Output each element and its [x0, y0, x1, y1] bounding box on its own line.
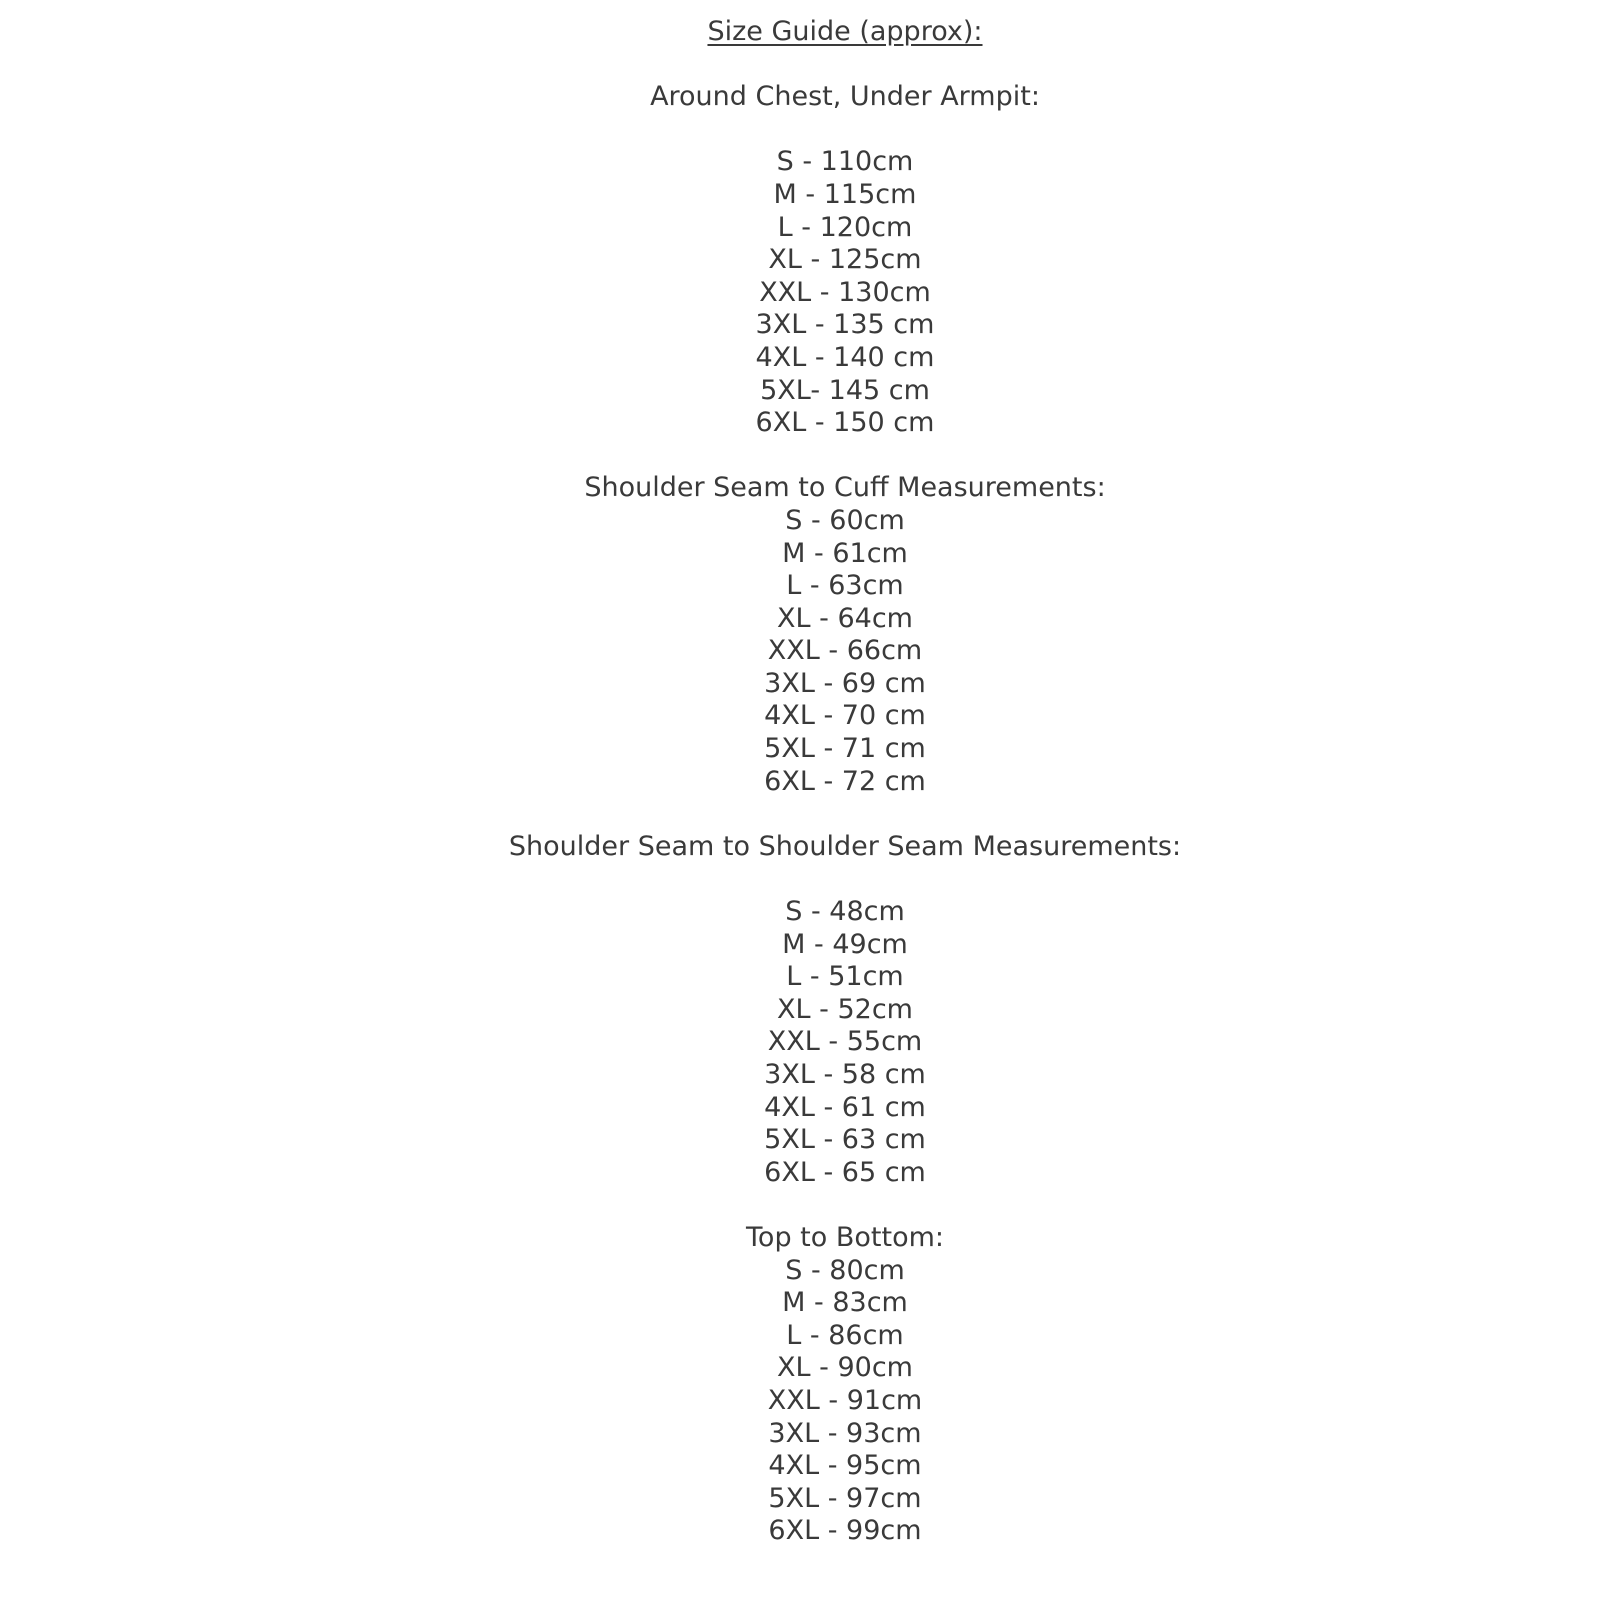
size-row: M - 83cm — [782, 1287, 908, 1319]
size-section — [90, 1222, 1600, 1548]
size-row: XL - 52cm — [777, 993, 913, 1025]
sections-container — [90, 81, 1600, 1548]
section-heading: Shoulder Seam to Shoulder Seam Measurements: — [508, 830, 1182, 862]
size-row: L - 63cm — [786, 570, 904, 602]
section-heading: Top to Bottom: — [746, 1221, 944, 1253]
size-row: XXL - 91cm — [767, 1384, 923, 1416]
size-row: M - 49cm — [782, 928, 908, 960]
size-section — [90, 831, 1600, 1190]
size-row: 3XL - 69 cm — [764, 667, 926, 699]
blank-line — [90, 863, 1600, 896]
size-row: S - 60cm — [785, 504, 905, 536]
size-row: XXL - 130cm — [759, 276, 931, 308]
size-row: XL - 64cm — [777, 602, 913, 634]
size-row: 3XL - 93cm — [768, 1417, 922, 1449]
size-row: 4XL - 70 cm — [764, 700, 926, 732]
size-row: 6XL - 65 cm — [764, 1156, 926, 1188]
size-row: 5XL - 71 cm — [764, 733, 926, 765]
size-row: XL - 125cm — [768, 244, 922, 276]
size-section — [90, 472, 1600, 798]
size-row: XXL - 55cm — [767, 1026, 923, 1058]
size-row: 4XL - 95cm — [768, 1450, 922, 1482]
size-guide-document — [90, 0, 1600, 1548]
size-row: 6XL - 99cm — [768, 1515, 922, 1547]
page-title: Size Guide (approx): — [707, 16, 983, 47]
size-row: XL - 90cm — [777, 1352, 913, 1384]
size-row: S - 48cm — [785, 896, 905, 928]
size-row: S - 110cm — [776, 146, 914, 178]
size-row: M - 61cm — [782, 537, 908, 569]
size-section — [90, 81, 1600, 440]
size-row: 6XL - 150 cm — [755, 407, 935, 439]
size-row: 6XL - 72 cm — [764, 765, 926, 797]
size-row: S - 80cm — [785, 1254, 905, 1286]
size-row: L - 51cm — [786, 961, 904, 993]
size-row: XXL - 66cm — [767, 635, 923, 667]
size-row: 5XL - 97cm — [768, 1482, 922, 1514]
blank-line — [90, 114, 1600, 147]
size-row: 3XL - 58 cm — [764, 1059, 926, 1090]
size-row: L - 120cm — [777, 211, 913, 243]
size-row: 4XL - 61 cm — [764, 1091, 926, 1123]
section-heading: Around Chest, Under Armpit: — [650, 81, 1040, 113]
section-heading: Shoulder Seam to Cuff Measurements: — [584, 472, 1106, 504]
size-row: M - 115cm — [773, 178, 917, 210]
size-row: 5XL- 145 cm — [760, 374, 930, 406]
size-row: 4XL - 140 cm — [755, 341, 935, 373]
size-row: L - 86cm — [786, 1319, 904, 1351]
size-row: 5XL - 63 cm — [764, 1124, 926, 1156]
size-row: 3XL - 135 cm — [755, 309, 935, 341]
